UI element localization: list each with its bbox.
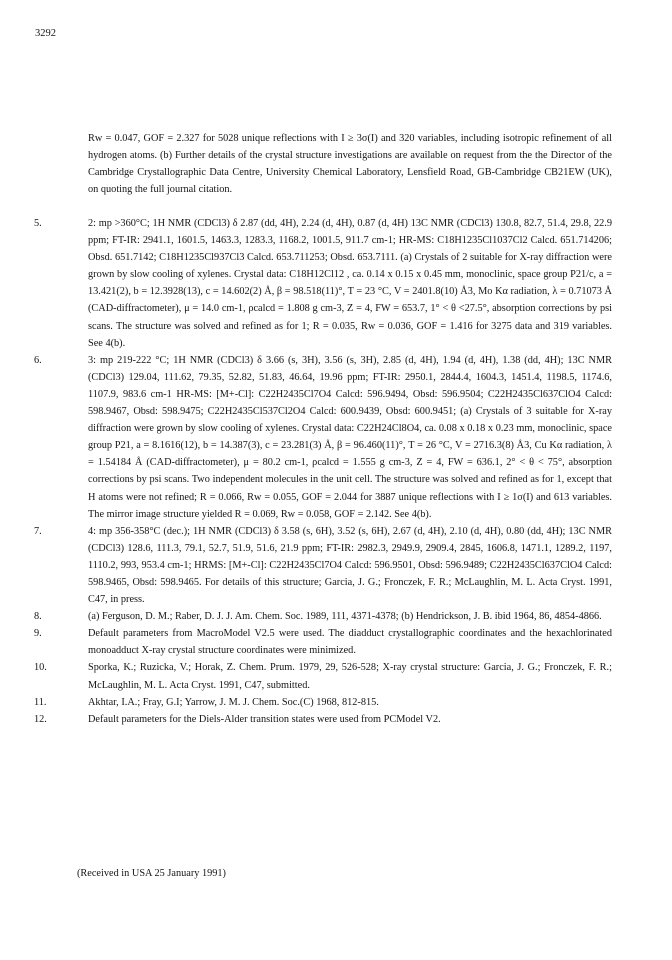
- footnote-text: 2: mp >360°C; 1H NMR (CDCl3) δ 2.87 (dd, 4H), 2.24 (d, 4H), 0.87 (d, 4H) 13C NMR (CDCl3) 130.8, 82.7, 51.4, 29.8, 22.9 ppm; FT-IR: 2941.1, 1601.5, 1463.3, 1283.3, 1168.2, 1001.5, 911.7 cm-1; HR-MS: C18H1235Cl1037Cl2 Calcd. 651.714206; Obsd. 651.7142; C18H1235Cl937Cl3 Calcd. 653.711253; Obsd. 653.7111. (a) Crystals of 2 suitable for X-ray diffraction were grown by slow cooling of xylenes. Crystal data: C18H12Cl12 , ca. 0.14 x 0.15 x 0.45 mm, monoclinic, space group P21/c, a = 13.421(2), b = 12.3928(13), c = 14.602(2) Å, β = 98.518(11)°, T = 23 °C, V = 2401.8(10) Å3, Mo Kα radiation, λ = 0.71073 Å (CAD-diffractometer), μ = 14.0 cm-1, ρcalcd = 1.808 g cm-3, Z = 4, FW = 653.7, 1° < θ <27.5°, absorption corrections by psi scans. The structure was solved and refined as for 1; R = 0.035, Rw = 0.036, GOF = 1.416 for 3275 data and 319 variables. See 4(b).: [88, 218, 612, 349]
- page-number: 3292: [35, 28, 56, 39]
- footnote-text: (a) Ferguson, D. M.; Raber, D. J. J. Am. Chem. Soc. 1989, 111, 4371-4378; (b) Hendrickson, J. B. ibid 1964, 86, 4854-4866.: [88, 611, 602, 623]
- footnote-number: 12.: [34, 713, 47, 725]
- footnote-text: Default parameters for the Diels-Alder transition states were used from PCModel V2.: [88, 713, 441, 725]
- footnote-number: 8.: [34, 611, 42, 623]
- continued-footnote-text: Rw = 0.047, GOF = 2.327 for 5028 unique reflections with I ≥ 3σ(I) and 320 variables, including isotropic refinement of all hydrogen atoms. (b) Further details of the crystal structure investigations are available on request from the the Director of the Cambridge Crystallographic Data Centre, University Chemical Laboratory, Lensfield Road, GB-Cambridge CB21EW (UK), on quoting the full journal citation.: [88, 133, 612, 196]
- footnote-number: 7.: [34, 525, 42, 537]
- footnote: [34, 215, 612, 352]
- continued-footnote: [88, 130, 612, 198]
- footnote-text: 4: mp 356-358°C (dec.); 1H NMR (CDCl3) δ 3.58 (s, 6H), 3.52 (s, 6H), 2.67 (d, 4H), 2.10 (d, 4H), 0.80 (dd, 4H); 13C NMR (CDCl3) 128.6, 111.3, 79.1, 52.7, 51.9, 51.6, 21.9 ppm; FT-IR: 2982.3, 2949.9, 2909.4, 2845, 1606.8, 1471.1, 1289.2, 1197, 1110.2, 993, 953.4 cm-1; HRMS: [M+-Cl]: C22H2435Cl7O4 Calcd: 596.9501, Obsd: 596.9489; C22H2435Cl637ClO4 Calcd: 598.9465, Obsd: 598.9465. For details of this structure; Garcia, J. G.; Fronczek, F. R.; McLaughlin, M. L. Acta Cryst. 1991, C47, in press.: [88, 525, 612, 606]
- footnote: [34, 625, 612, 659]
- footnote: [34, 659, 612, 693]
- footnote: [34, 352, 612, 523]
- footnote-number: 5.: [34, 218, 42, 229]
- footnote: [34, 694, 612, 711]
- footnote-number: 11.: [34, 696, 47, 708]
- footnote-number: 9.: [34, 628, 42, 640]
- received-date: (Received in USA 25 January 1991): [77, 868, 226, 879]
- footnotes-list: [34, 215, 612, 728]
- footnote-text: Akhtar, I.A.; Fray, G.I; Yarrow, J. M. J. Chem. Soc.(C) 1968, 812-815.: [88, 696, 379, 708]
- footnote-text: Default parameters from MacroModel V2.5 were used. The diadduct crystallographic coordinates and the hexachlorinated monoadduct X-ray crystal structure coordinates were minimized.: [88, 628, 612, 657]
- footnote-text: Sporka, K.; Ruzicka, V.; Horak, Z. Chem. Prum. 1979, 29, 526-528; X-ray crystal structure: Garcia, J. G.; Fronczek, F. R.; McLaughlin, M. L. Acta Cryst. 1991, C47, submitted.: [88, 662, 612, 691]
- footnote: [34, 608, 612, 625]
- footnote-number: 6.: [34, 354, 42, 366]
- footnote: [34, 711, 612, 728]
- footnote: [34, 523, 612, 608]
- footnote-text: 3: mp 219-222 °C; 1H NMR (CDCl3) δ 3.66 (s, 3H), 3.56 (s, 3H), 2.85 (d, 4H), 1.94 (d, 4H), 1.38 (dd, 4H); 13C NMR (CDCl3) 129.04, 111.62, 79.35, 52.82, 51.83, 46.64, 19.96 ppm; FT-IR: 2950.1, 2844.4, 1604.3, 1451.4, 1198.5, 1174.6, 1107.9, 983.6 cm-1 HR-MS: [M+-Cl]: C22H2435Cl7O4 Calcd: 596.9494, Obsd: 596.9504; C22H2435Cl637ClO4 Calcd: 598.9467, Obsd: 598.9475; C22H2435Cl537Cl2O4 Calcd: 600.9439, Obsd: 600.9451; (a) Crystals of 3 suitable for X-ray diffraction were grown by slow cooling of xylenes. Crystal data: C22H24Cl8O4, ca. 0.08 x 0.18 x 0.23 mm, monoclinic, space group P21, a = 8.1616(12), b = 14.387(3), c = 23.281(3) Å, β = 96.460(11)°, T = 26 °C, V = 2716.3(8) Å3, Cu Kα radiation, λ = 1.54184 Å (CAD-diffractometer), μ = 80.2 cm-1, ρcalcd = 1.555 g cm-3, Z = 4, FW = 636.1, 2° < θ < 75°, absorption corrections by psi scans. Two independent molecules in the unit cell. The structure was solved and refined as for 1, except that H atoms were not refined; R = 0.066, Rw = 0.055, GOF = 2.044 for 3887 unique reflections with I ≥ 1σ(I) and 613 variables. The mirror image structure yielded R = 0.069, Rw = 0.058, GOF = 2.142. See 4(b).: [88, 354, 612, 520]
- footnote-number: 10.: [34, 662, 47, 674]
